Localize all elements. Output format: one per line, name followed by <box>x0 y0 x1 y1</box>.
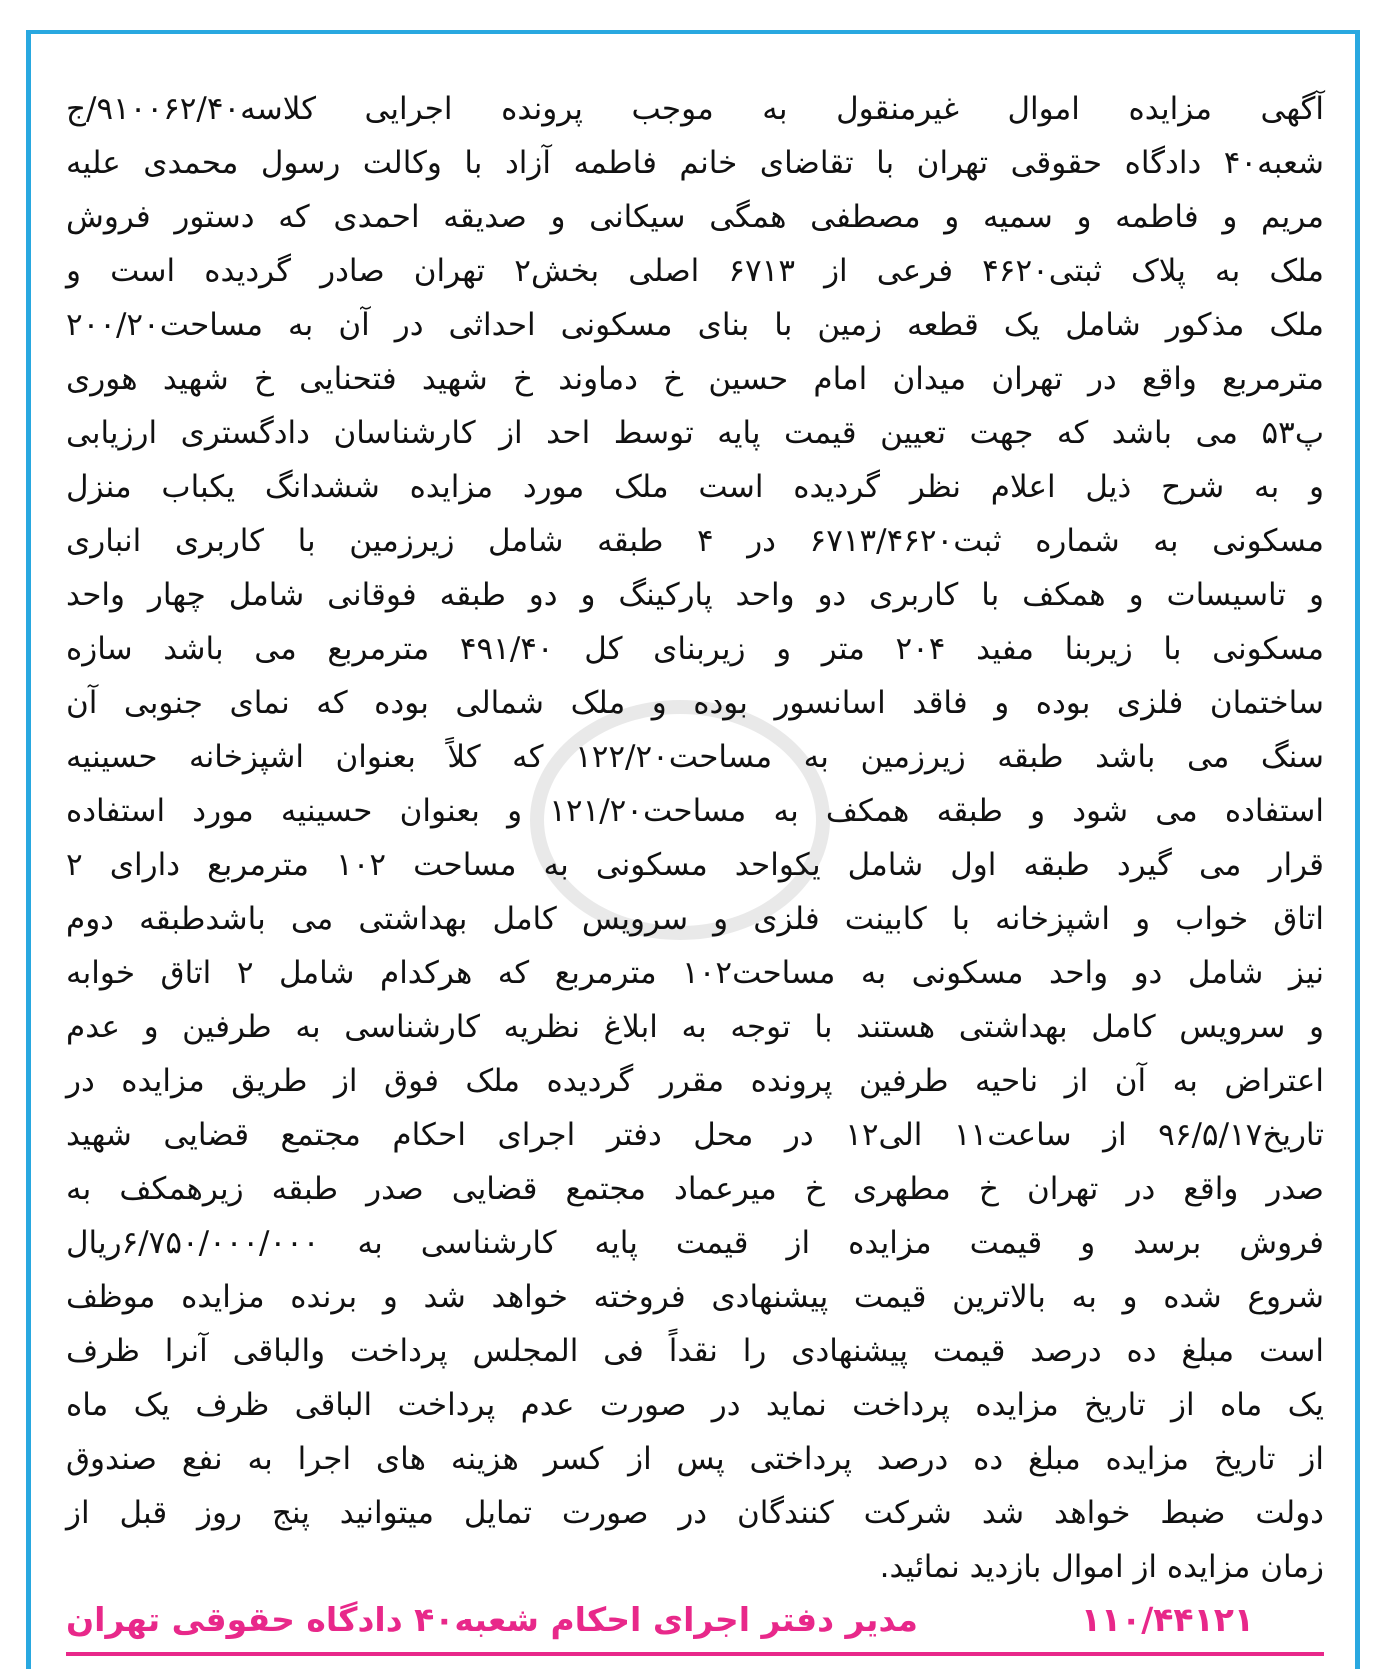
notice-line: تاریخ۹۶/۵/۱۷ از ساعت۱۱ الی۱۲ در محل دفتر اجرای احکام مجتمع قضایی شهید <box>66 1117 1324 1153</box>
notice-line: از تاریخ مزایده مبلغ ده درصد پرداختی پس از کسر هزینه های اجرا به نفع صندوق <box>66 1441 1324 1477</box>
notice-line: ملک به پلاک ثبتی۴۶۲۰ فرعی از ۶۷۱۳ اصلی بخش۲ تهران صادر گردیده است و <box>66 253 1324 289</box>
notice-line: فروش برسد و قیمت مزایده از قیمت پایه کارشناسی به ۶/۷۵۰/۰۰۰/۰۰۰ریال <box>66 1225 1324 1261</box>
notice-line: اعتراض به آن از ناحیه طرفین پرونده مقرر گردیده ملک فوق از طریق مزایده در <box>66 1063 1324 1099</box>
notice-line: آگهی مزایده اموال غیرمنقول به موجب پرونده اجرایی کلاسه۹۱۰۰۶۲/۴۰/ج <box>66 91 1324 127</box>
notice-line: ملک مذکور شامل یک قطعه زمین با بنای مسکونی احداثی در آن به مساحت۲۰۰/۲۰ <box>66 307 1324 343</box>
notice-line: شروع شده و به بالاترین قیمت پیشنهادی فروخته خواهد شد و برنده مزایده موظف <box>66 1279 1324 1315</box>
notice-line: مسکونی به شماره ثبت۶۷۱۳/۴۶۲۰ در ۴ طبقه شامل زیرزمین با کاربری انباری <box>66 523 1324 559</box>
footer-divider <box>66 1652 1324 1656</box>
notice-line: مریم و فاطمه و سمیه و مصطفی همگی سیکانی و صدیقه احمدی که دستور فروش <box>66 199 1324 235</box>
notice-footer <box>66 1592 1324 1648</box>
notice-line: مترمربع واقع در تهران میدان امام حسین خ دماوند خ شهید فتحنایی خ شهید هوری <box>66 361 1324 397</box>
notice-line: ساختمان فلزی بوده و فاقد اسانسور بوده و ملک شمالی بوده که نمای جنوبی آن <box>66 685 1324 721</box>
notice-line: دولت ضبط خواهد شد شرکت کنندگان در صورت تمایل میتوانید پنج روز قبل از <box>66 1495 1324 1531</box>
frame-border-left <box>26 30 31 1669</box>
notice-line: است مبلغ ده درصد قیمت پیشنهادی را نقداً فی المجلس پرداخت والباقی آنرا ظرف <box>66 1333 1324 1369</box>
notice-line: سنگ می باشد طبقه زیرزمین به مساحت۱۲۲/۲۰ که کلاً بعنوان اشپزخانه حسینیه <box>66 739 1325 775</box>
notice-line: پ۵۳ می باشد که جهت تعیین قیمت پایه توسط احد از کارشناسان دادگستری ارزیابی <box>66 415 1324 451</box>
notice-line: و تاسیسات و همکف با کاربری دو واحد پارکینگ و دو طبقه فوقانی شامل چهار واحد <box>66 577 1324 613</box>
notice-line: قرار می گیرد طبقه اول شامل یکواحد مسکونی به مساحت ۱۰۲ مترمربع دارای ۲ <box>66 847 1324 883</box>
notice-body <box>66 82 1324 1594</box>
notice-line: نیز شامل دو واحد مسکونی به مساحت۱۰۲ مترمربع که هرکدام شامل ۲ اتاق خوابه <box>66 955 1324 991</box>
notice-line: شعبه۴۰ دادگاه حقوقی تهران با تقاضای خانم فاطمه آزاد با وکالت رسول محمدی علیه <box>66 145 1324 181</box>
ad-code: ۱۱۰/۴۴۱۲۱ <box>1080 1600 1254 1639</box>
notice-line: اتاق خواب و اشپزخانه با کابینت فلزی و سرویس کامل بهداشتی می باشدطبقه دوم <box>66 901 1324 937</box>
notice-line: استفاده می شود و طبقه همکف به مساحت۱۲۱/۲۰ و بعنوان حسینیه مورد استفاده <box>66 793 1324 829</box>
notice-line: زمان مزایده از اموال بازدید نمائید. <box>879 1549 1324 1585</box>
signature-line: مدیر دفتر اجرای احکام شعبه۴۰ دادگاه حقوقی تهران <box>66 1600 918 1639</box>
notice-line: یک ماه از تاریخ مزایده پرداخت نماید در صورت عدم پرداخت الباقی ظرف یک ماه <box>66 1387 1324 1423</box>
frame-border-top <box>26 30 1360 34</box>
notice-line: مسکونی با زیربنا مفید ۲۰۴ متر و زیربنای کل ۴۹۱/۴۰ مترمربع می باشد سازه <box>66 631 1324 667</box>
notice-line: و به شرح ذیل اعلام نظر گردیده است ملک مورد مزایده ششدانگ یکباب منزل <box>66 469 1324 505</box>
notice-line: صدر واقع در تهران خ مطهری خ میرعماد مجتمع قضایی صدر طبقه زیرهمکف به <box>66 1171 1324 1207</box>
notice-line: و سرویس کامل بهداشتی هستند با توجه به ابلاغ نظریه کارشناسی به طرفین و عدم <box>66 1009 1324 1045</box>
frame-border-right <box>1355 30 1360 1669</box>
